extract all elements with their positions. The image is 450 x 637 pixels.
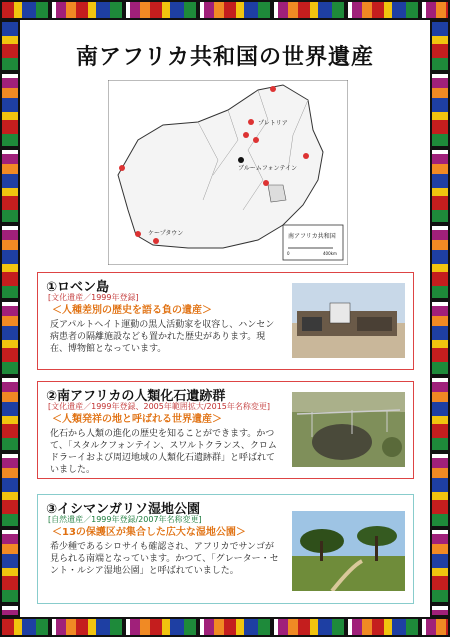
page-title: 南アフリカ共和国の世界遺産 [76, 45, 374, 70]
lesotho-outline [268, 185, 286, 202]
decorative-border-left [0, 20, 20, 617]
label-pretoria: プレトリア [258, 120, 288, 127]
card-subtitle: [自然遺産／1999年登録/2007年名称変更] [48, 515, 202, 524]
card-subtitle: [文化遺産／1999年登録] [48, 293, 139, 302]
decorative-border-right [430, 20, 450, 617]
site-marker-7 [253, 137, 259, 143]
heritage-card-robben-island [37, 272, 414, 370]
site-marker-9 [119, 165, 125, 171]
card-body: 反アパルトヘイト運動の黒人活動家を収容し、ハンセン病患者の隔離施設なども置かれた歴史があります。現在、博物館となっています。 [50, 320, 275, 354]
label-bloemfontein: ブルームフォンテイン [238, 165, 298, 172]
card-tagline: ＜人類発祥の地と呼ばれる世界遺産＞ [52, 414, 222, 425]
card-body: 化石から人類の進化の歴史を知ることができます。かつて、「スタルクフォンテイン、スワルトクランス、クロムドラーイおよび周辺地域の人類化石遺跡群」と呼ばれていました。 [50, 429, 277, 475]
decorative-border-bottom [0, 617, 450, 637]
heritage-card-isimangaliso [37, 494, 414, 604]
card-title: ①ロベン島 [46, 280, 110, 295]
scale-end: 400km [323, 251, 337, 256]
site-marker-4 [263, 180, 269, 186]
scale-zero: 0 [287, 251, 290, 256]
site-marker-pretoria [248, 119, 254, 125]
card-title: ③イシマンガリソ湿地公園 [46, 502, 201, 517]
card-tagline: ＜人種差別の歴史を語る負の遺産＞ [52, 305, 212, 316]
site-marker-10 [153, 238, 159, 244]
card-body: 希少種であるシロサイも確認され、アフリカでサンゴが見られる南端となっています。かつて、「グレーター・セント・ルシア湿地公園」と呼ばれていました。 [50, 542, 279, 576]
site-marker-2 [243, 132, 249, 138]
decorative-border-top [0, 0, 450, 20]
card-title: ②南アフリカの人類化石遺跡群 [46, 389, 226, 404]
heritage-card-fossil-sites [37, 381, 414, 479]
map-legend-title: 南アフリカ共和国 [288, 233, 336, 240]
card-subtitle: [文化遺産／1999年登録、2005年範囲拡大/2015年名称変更] [48, 402, 271, 411]
fossil-sites-photo [292, 392, 405, 467]
south-africa-map [108, 80, 348, 265]
map-svg [108, 80, 348, 265]
site-marker-1 [135, 231, 141, 237]
robben-island-photo [292, 283, 405, 358]
card-tagline: ＜13の保護区が集合した広大な湿地公園＞ [52, 527, 246, 538]
label-capetown: ケープタウン [148, 230, 184, 237]
isimangaliso-photo [292, 511, 405, 591]
site-marker-bloemfontein [238, 157, 244, 163]
site-marker-5 [270, 86, 276, 92]
site-marker-3 [303, 153, 309, 159]
